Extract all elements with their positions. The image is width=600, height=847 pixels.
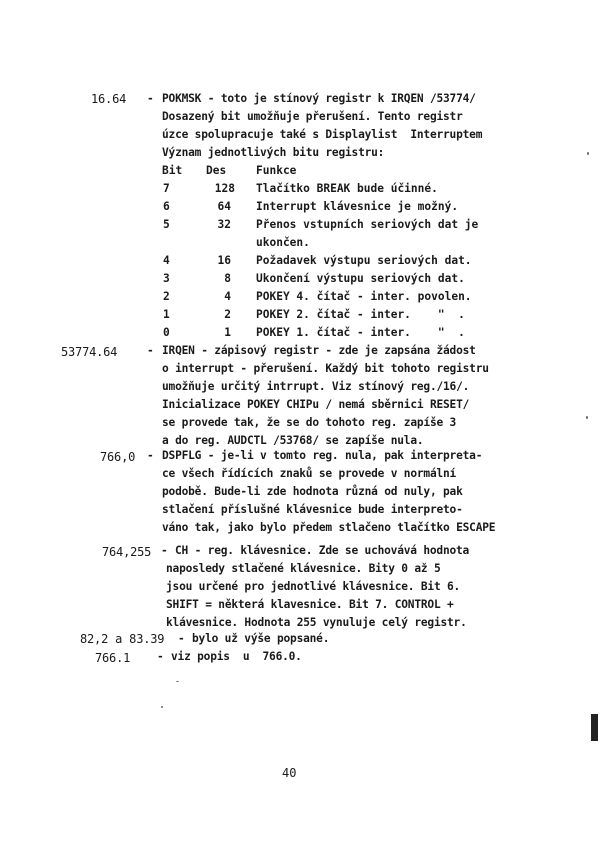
- scan-speck: [161, 706, 163, 708]
- table-cell-bit: 0: [163, 326, 170, 339]
- table-cell-bit: 2: [163, 290, 170, 303]
- table-cell-des: 128: [214, 182, 235, 195]
- entry-line: váno tak, jako bylo předem stlačeno tlačítko ESCAPE: [162, 521, 496, 534]
- table-cell-bit: 3: [163, 272, 170, 285]
- entry-line: SHIFT = některá klavesnice. Bit 7. CONTROL +: [166, 598, 454, 611]
- entry-dash: -: [161, 544, 168, 557]
- entry-line: naposledy stlačené klávesnice. Bity 0 až 5: [166, 562, 441, 575]
- table-cell-des: 16: [217, 254, 231, 267]
- table-cell-func: POKEY 2. čítač - inter. " .: [256, 308, 465, 321]
- entry-line: IRQEN - zápisový registr - zde je zapsána žádost: [162, 344, 476, 357]
- table-cell-bit: 5: [163, 218, 170, 231]
- entry-dash: -: [147, 449, 154, 462]
- entry-dash: -: [178, 632, 185, 645]
- entry-dash: -: [147, 344, 154, 357]
- entry-line: podobě. Bude-li zde hodnota různá od nuly, pak: [162, 485, 463, 498]
- scan-speck: [176, 681, 179, 682]
- table-cell-bit: 4: [163, 254, 170, 267]
- scan-speck: [586, 416, 588, 419]
- table-cell-func: Ukončení výstupu seriových dat.: [256, 272, 465, 285]
- table-cell-func: Tlačítko BREAK bude účinné.: [256, 182, 438, 195]
- entry-line: viz popis u 766.0.: [171, 650, 302, 663]
- entry-line: DSPFLG - je-li v tomto reg. nula, pak interpreta-: [162, 449, 483, 462]
- table-cell-func: ukončen.: [256, 236, 310, 249]
- table-header-des: Des: [206, 164, 227, 177]
- table-cell-des: 2: [224, 308, 231, 321]
- table-cell-des: 4: [224, 290, 231, 303]
- scan-edge-mark: [591, 714, 598, 741]
- table-cell-func: POKEY 1. čítač - inter. " .: [256, 326, 465, 339]
- entry-line: a do reg. AUDCTL /53768/ se zapíše nula.: [162, 434, 424, 447]
- entry-line: bylo už výše popsané.: [192, 632, 330, 645]
- entry-line: se provede tak, že se do tohoto reg. zapíše 3: [162, 416, 457, 429]
- table-header-bit: Bit: [162, 164, 183, 177]
- table-cell-des: 8: [224, 272, 231, 285]
- table-cell-func: Požadavek výstupu seriových dat.: [256, 254, 472, 267]
- entry-line: POKMSK - toto je stínový registr k IRQEN /53774/: [162, 92, 476, 105]
- table-cell-des: 32: [217, 218, 231, 231]
- entry-dash: -: [157, 650, 164, 663]
- entry-address: 766,0: [100, 450, 136, 464]
- entry-line: klávesnice. Hodnota 255 vynuluje celý registr.: [166, 616, 467, 629]
- entry-line: ce všech řídících znaků se provede v normální: [162, 467, 457, 480]
- entry-line: jsou určené pro jednotlivé klávesnice. Bit 6.: [166, 580, 461, 593]
- entry-line: úzce spolupracuje také s Displaylist Interruptem: [162, 128, 483, 141]
- entry-address: 764,255: [102, 545, 152, 559]
- entry-line: Inicializace POKEY CHIPu / nemá sběrnici RESET/: [162, 398, 470, 411]
- table-header-funkce: Funkce: [256, 164, 297, 177]
- table-cell-bit: 6: [163, 200, 170, 213]
- entry-address: 82,2 a 83.39: [80, 632, 165, 646]
- table-cell-des: 1: [224, 326, 231, 339]
- entry-line: CH - reg. klávesnice. Zde se uchovává hodnota: [175, 544, 470, 557]
- entry-line: umožňuje určitý intrrupt. Viz stínový reg./16/.: [162, 380, 470, 393]
- entry-line: Význam jednotlivých bitu registru:: [162, 146, 385, 159]
- table-cell-func: POKEY 4. čítač - inter. povolen.: [256, 290, 472, 303]
- table-cell-bit: 1: [163, 308, 170, 321]
- entry-address: 16.64: [91, 92, 127, 106]
- page-number: 40: [282, 766, 297, 780]
- entry-line: o interrupt - přerušení. Každý bit tohoto registru: [162, 362, 489, 375]
- entry-address: 53774.64: [61, 345, 118, 359]
- scan-speck: [587, 152, 589, 155]
- entry-address: 766.1: [95, 651, 131, 665]
- table-cell-bit: 7: [163, 182, 170, 195]
- entry-line: Dosazený bit umožňuje přerušení. Tento registr: [162, 110, 463, 123]
- entry-line: stlačení příslušné klávesnice bude interpreto-: [162, 503, 463, 516]
- entry-dash: -: [147, 92, 154, 105]
- table-cell-func: Interrupt klávesnice je možný.: [256, 200, 459, 213]
- table-cell-des: 64: [217, 200, 231, 213]
- table-cell-func: Přenos vstupních seriových dat je: [256, 218, 479, 231]
